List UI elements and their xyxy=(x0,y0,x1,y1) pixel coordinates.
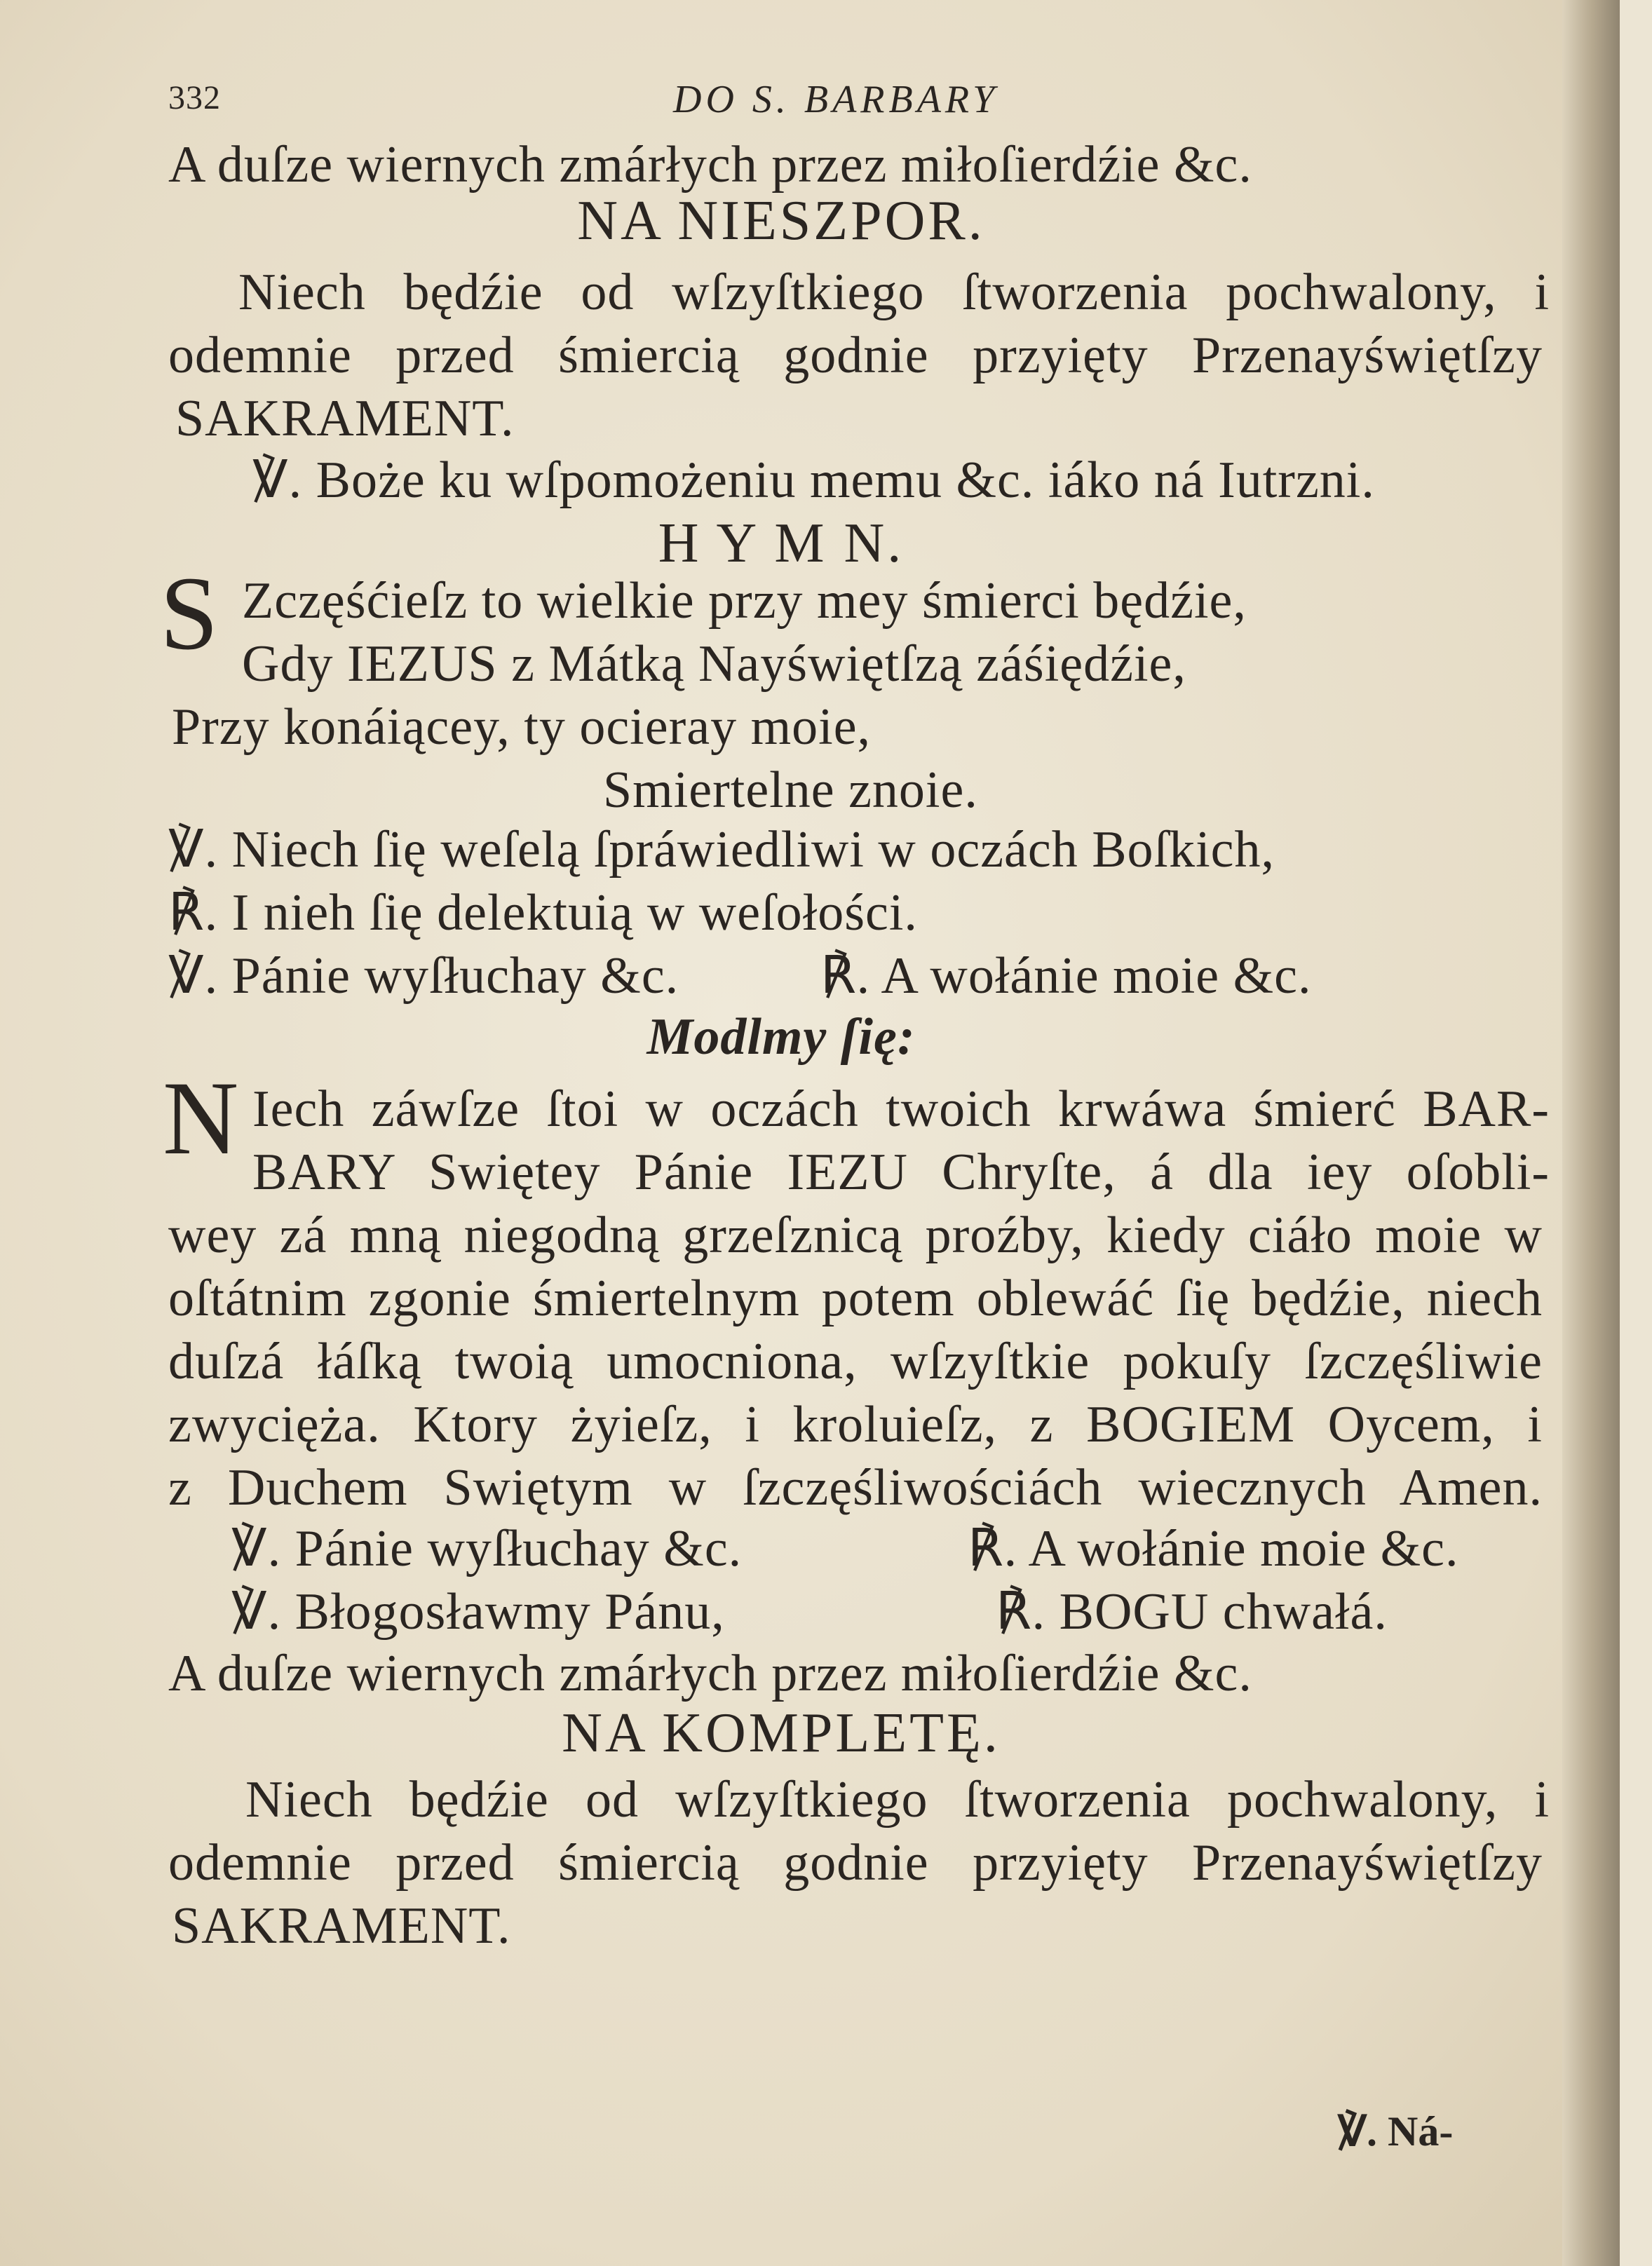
prayer-line: Iech záwſze ſtoi w oczách twoich krwáwa śmierć BAR- xyxy=(252,1080,1550,1138)
prayer-heading: Modlmy ſię: xyxy=(646,1008,916,1066)
prayer-line: duſzá łáſką twoią umocniona, wſzyſtkie pokuſy ſzczęśliwie xyxy=(168,1333,1543,1390)
text-line: Niech będźie od wſzyſtkiego ſtworzenia pochwalony, i xyxy=(245,1771,1550,1829)
prayer-line: zwycięża. Ktory żyieſz, i kroluieſz, z BOGIEM Oycem, i xyxy=(168,1396,1543,1453)
drop-cap: N xyxy=(163,1060,239,1176)
response-line: ℟. A wołánie moie &c. xyxy=(820,947,1312,1005)
prayer-line: wey zá mną niegodną grzeſznicą proźby, kiedy ciáło moie w xyxy=(168,1207,1543,1264)
text-line: SAKRAMENT. xyxy=(175,390,515,447)
text-line: A duſze wiernych zmárłych przez miłoſierdźie &c. xyxy=(168,136,1252,194)
response-line: ℟. I nieh ſię delektuią w weſołości. xyxy=(168,884,918,942)
book-gutter xyxy=(1562,0,1620,2266)
text-line: Niech będźie od wſzyſtkiego ſtworzenia pochwalony, i xyxy=(238,264,1550,321)
versicle-line: ℣. Niech ſię weſelą ſpráwiedliwi w oczách Boſkich, xyxy=(168,821,1275,878)
versicle-line: ℣. Pánie wyſłuchay &c. xyxy=(168,947,679,1005)
versicle-line: ℣. Boże ku wſpomożeniu memu &c. iáko ná Iutrzni. xyxy=(252,452,1375,509)
response-line: ℟. A wołánie moie &c. xyxy=(968,1520,1459,1578)
prayer-line: z Duchem Swiętym w ſzczęśliwościách wiecznych Amen. xyxy=(168,1459,1543,1517)
text-line: A duſze wiernych zmárłych przez miłoſierdźie &c. xyxy=(168,1645,1252,1702)
versicle-line: ℣. Błogosławmy Pánu, xyxy=(231,1583,725,1641)
versicle-line: ℣. Pánie wyſłuchay &c. xyxy=(231,1520,743,1578)
prayer-line: oſtátnim zgonie śmiertelnym potem oblewáć ſię będźie, niech xyxy=(168,1270,1543,1327)
section-heading: NA NIESZPOR. xyxy=(577,190,985,252)
hymn-line: Przy konáiącey, ty ocieray moie, xyxy=(172,698,872,756)
text-line: odemnie przed śmiercią godnie przyięty Przenayświętſzy xyxy=(168,327,1543,384)
hymn-heading: H Y M N. xyxy=(658,513,905,574)
hymn-line: Zczęśćieſz to wielkie przy mey śmierci będźie, xyxy=(242,572,1247,630)
drop-cap: S xyxy=(160,555,219,672)
prayer-line: BARY Swiętey Pánie IEZU Chryſte, á dla iey oſobli- xyxy=(252,1144,1550,1201)
response-line: ℟. BOGU chwałá. xyxy=(996,1583,1388,1641)
catchword: ℣. Ná- xyxy=(1338,2108,1454,2155)
text-line: odemnie przed śmiercią godnie przyięty Przenayświętſzy xyxy=(168,1834,1543,1892)
running-head: DO S. BARBARY xyxy=(673,78,999,121)
hymn-line: Gdy IEZUS z Mátką Nayświętſzą záśiędźie, xyxy=(242,635,1186,693)
section-heading: NA KOMPLETĘ. xyxy=(562,1702,1001,1764)
hymn-line: Smiertelne znoie. xyxy=(603,761,978,819)
page-number: 332 xyxy=(168,79,221,116)
adjacent-page-edge xyxy=(1620,0,1652,2266)
text-line: SAKRAMENT. xyxy=(172,1897,511,1955)
